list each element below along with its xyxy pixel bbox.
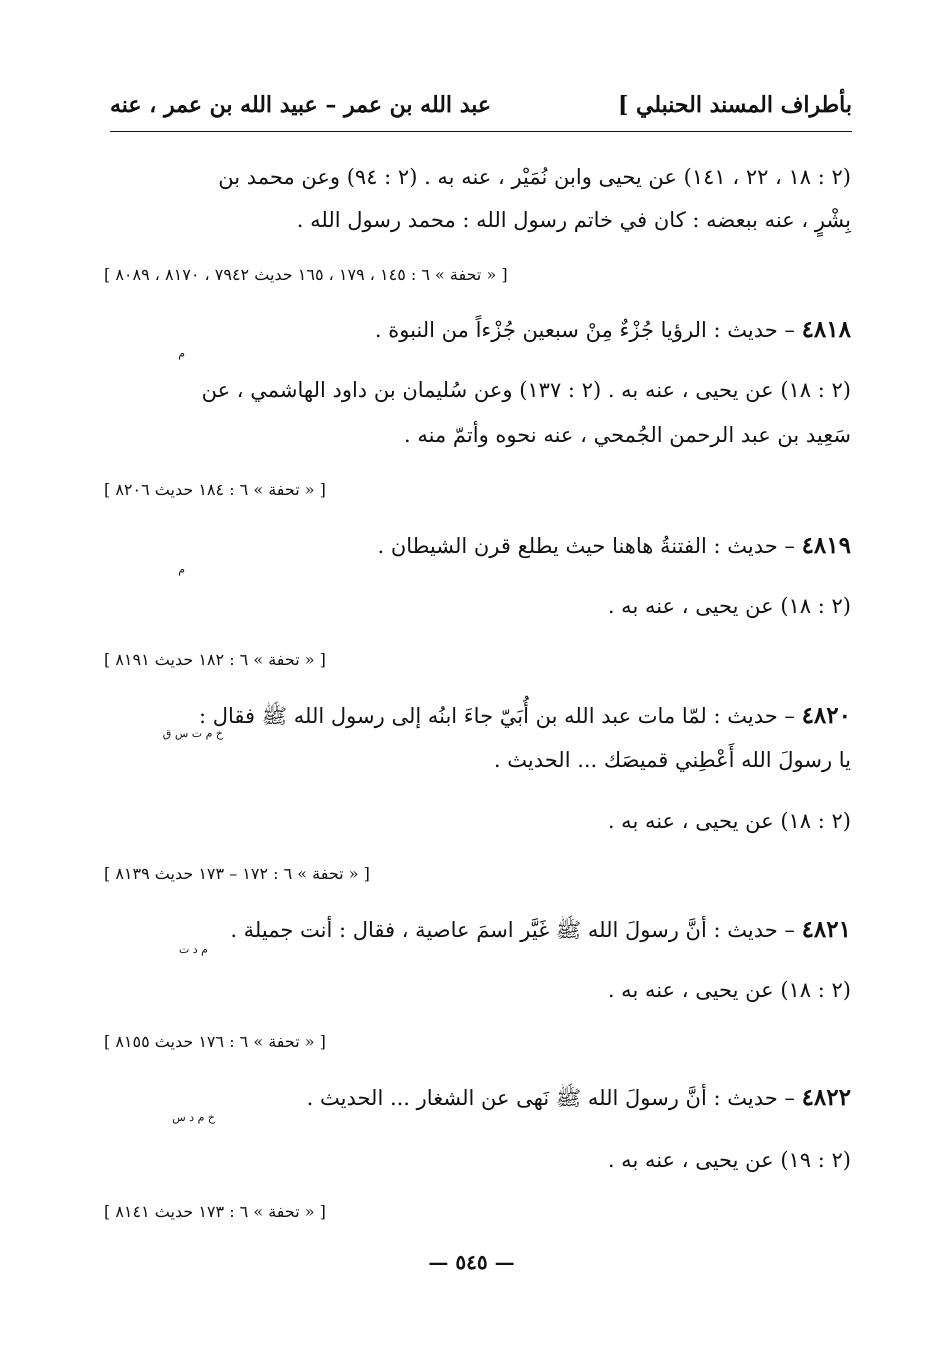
text-line: سَعِيد بن عبد الرحمن الجُمحي ، عنه نحوه وأتمّ منه . <box>404 423 851 447</box>
page-number: — ٥٤٥ — <box>428 1250 515 1274</box>
text-line: (٢ : ١٨) عن يحيى ، عنه به . <box>607 978 851 1002</box>
hadith-text: – حديث : الرؤيا جُزْءٌ مِنْ سبعين جُزْءاً من النبوة . <box>374 318 795 342</box>
source-sigla: خ م ت س ق <box>162 727 223 740</box>
tuhfa-reference: [ « تحفة » ٦ : ١٧٣ حديث ٨١٤١ ] <box>104 1202 326 1221</box>
tuhfa-reference: [ « تحفة » ٦ : ١٨٢ حديث ٨١٩١ ] <box>104 650 326 669</box>
hadith-number: ٤٨١٩ <box>801 532 851 559</box>
hadith-heading-4821 <box>230 914 851 946</box>
source-sigla: خ م د س <box>172 1111 215 1124</box>
text-line: (٢ : ١٨ ، ٢٢ ، ١٤١) عن يحيى وابن نُمَيْر ، عنه به . (٢ : ٩٤) وعن محمد بن <box>218 165 851 189</box>
hadith-text: – حديث : الفتنةُ هاهنا حيث يطلع قرن الشيطان . <box>377 534 795 558</box>
hadith-number: ٤٨٢٢ <box>801 1084 851 1111</box>
tuhfa-reference: [ « تحفة » ٦ : ١٤٥ ، ١٧٩ ، ١٦٥ حديث ٧٩٤٢ ، ٨١٧٠ ، ٨٠٨٩ ] <box>104 265 508 284</box>
hadith-heading-4820 <box>199 700 851 732</box>
text-line: (٢ : ١٩) عن يحيى ، عنه به . <box>607 1148 851 1172</box>
header-book-title: بأطراف المسند الحنبلي ] <box>617 92 852 118</box>
hadith-number: ٤٨٢١ <box>801 916 851 943</box>
hadith-number: ٤٨١٨ <box>801 316 851 343</box>
source-sigla: م د ت <box>178 943 208 956</box>
hadith-heading-4819 <box>377 530 851 562</box>
tuhfa-reference: [ « تحفة » ٦ : ١٨٤ حديث ٨٢٠٦ ] <box>104 480 326 499</box>
text-line: (٢ : ١٨) عن يحيى ، عنه به . (٢ : ١٣٧) وعن سُليمان بن داود الهاشمي ، عن <box>201 378 851 402</box>
hadith-number: ٤٨٢٠ <box>801 702 851 729</box>
text-line: يا رسولَ الله أَعْطِني قميصَك ... الحديث . <box>493 748 851 772</box>
text-line: (٢ : ١٨) عن يحيى ، عنه به . <box>607 809 851 833</box>
tuhfa-reference: [ « تحفة » ٦ : ١٧٦ حديث ٨١٥٥ ] <box>104 1032 326 1051</box>
hadith-heading-4818 <box>375 314 851 346</box>
hadith-heading-4822 <box>307 1082 851 1114</box>
tuhfa-reference: [ « تحفة » ٦ : ١٧٢ – ١٧٣ حديث ٨١٣٩ ] <box>104 864 370 883</box>
running-header <box>110 92 852 132</box>
header-section-title: عبد الله بن عمر – عبيد الله بن عمر ، عنه <box>110 92 492 118</box>
header-rule <box>110 131 852 132</box>
text-line: بِشْرٍ ، عنه ببعضه : كان في خاتم رسول الله : محمد رسول الله . <box>296 208 851 232</box>
source-sigla: م <box>178 347 185 360</box>
hadith-text: – حديث : لمّا مات عبد الله بن أُبَيّ جاءَ ابنُه إلى رسول الله ﷺ فقال : <box>199 704 795 728</box>
source-sigla: م <box>178 563 185 576</box>
hadith-text: – حديث : أنَّ رسولَ الله ﷺ غَيَّر اسمَ عاصية ، فقال : أنت جميلة . <box>230 918 795 942</box>
hadith-text: – حديث : أنَّ رسولَ الله ﷺ نَهى عن الشغار ... الحديث . <box>306 1086 795 1110</box>
text-line: (٢ : ١٨) عن يحيى ، عنه به . <box>607 594 851 618</box>
